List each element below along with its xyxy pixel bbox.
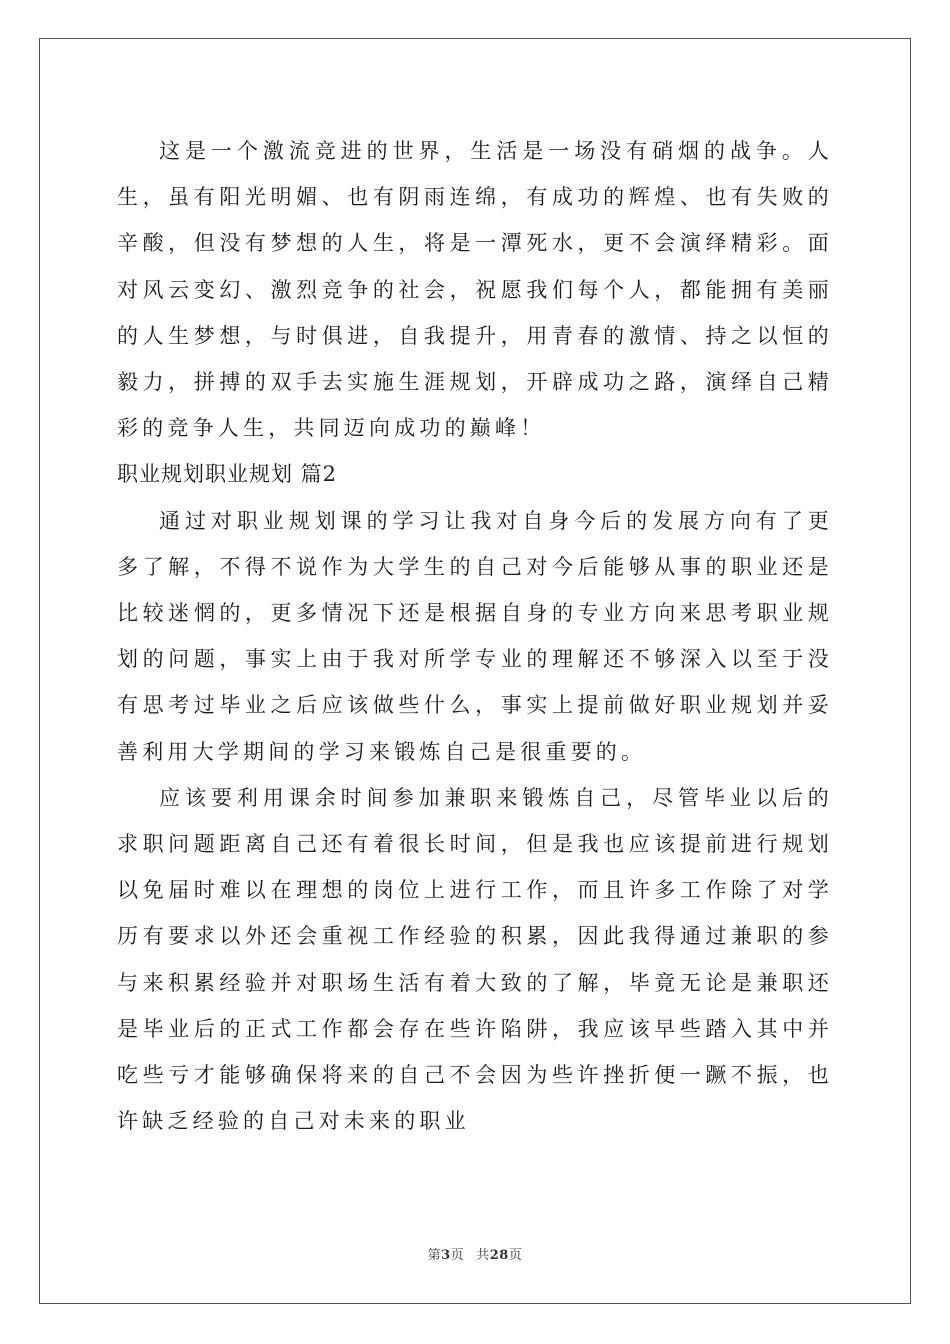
footer-total-unit: 页 [508, 1248, 523, 1263]
current-page-number: 3 [441, 1248, 451, 1263]
paragraph: 通过对职业规划课的学习让我对自身今后的发展方向有了更多了解，不得不说作为大学生的自己对今后能够从事的职业还是比较迷惘的，更多情况下还是根据自身的专业方向来思考职业规划的问题，事实上由于我对所学专业的理解还不够深入以至于没有思考过毕业之后应该做些什么，事实上提前做好职业规划并妥善利用大学期间的学习来锻炼自己是很重要的。 [117, 508, 833, 764]
paragraph: 这是一个激流竞进的世界，生活是一场没有硝烟的战争。人生，虽有阳光明媚、也有阴雨连绵，有成功的辉煌、也有失败的辛酸，但没有梦想的人生，将是一潭死水，更不会演绎精彩。面对风云变幻、激烈竞争的社会，祝愿我们每个人，都能拥有美丽的人生梦想，与时俱进，自我提升，用青春的激情、持之以恒的毅力，拼搏的双手去实施生涯规划，开辟成功之路，演绎自己精彩的竞争人生，共同迈向成功的巅峰！ [117, 139, 833, 441]
total-pages-number: 28 [489, 1248, 509, 1263]
page-footer [0, 1244, 950, 1263]
footer-total-prefix: 共 [476, 1248, 490, 1263]
section-heading: 职业规划职业规划 篇2 [117, 462, 338, 487]
footer-page-unit: 页 [450, 1248, 465, 1263]
footer-prefix: 第 [427, 1248, 442, 1263]
paragraph: 应该要利用课余时间参加兼职来锻炼自己，尽管毕业以后的求职问题距离自己还有着很长时间，但是我也应该提前进行规划以免届时难以在理想的岗位上进行工作，而且许多工作除了对学历有要求以外还会重视工作经验的积累，因此我得通过兼职的参与来积累经验并对职场生活有着大致的了解，毕竟无论是兼职还是毕业后的正式工作都会存在些许陷阱，我应该早些踏入其中并吃些亏才能够确保将来的自己不会因为些许挫折便一蹶不振，也许缺乏经验的自己对未来的职业 [117, 785, 833, 1134]
document-body [117, 128, 833, 1144]
